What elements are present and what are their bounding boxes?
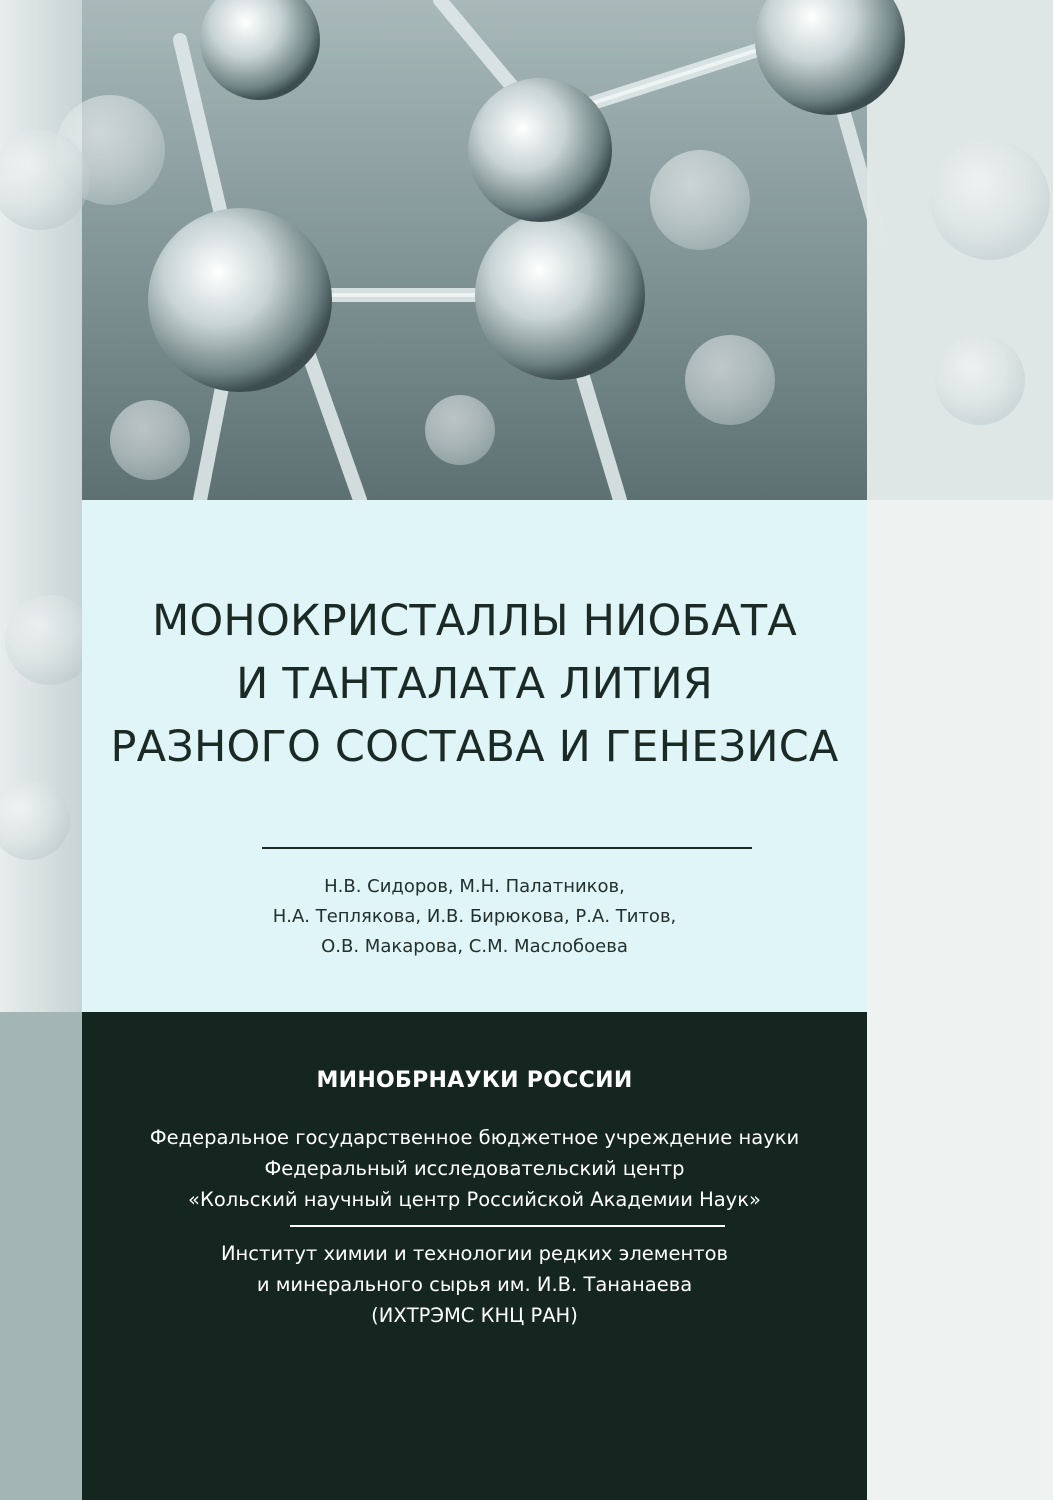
authors-line: Н.А. Теплякова, И.В. Бирюкова, Р.А. Титов, [272, 906, 677, 927]
institute-line: Институт химии и технологии редких элементов [220, 1242, 729, 1265]
institute-line: (ИХТРЭМС КНЦ РАН) [371, 1304, 578, 1327]
authors-line: Н.В. Сидоров, М.Н. Палатников, [324, 876, 625, 897]
institute-line: и минерального сырья им. И.В. Тананаева [256, 1273, 693, 1296]
organization-panel [82, 1012, 867, 1500]
organization-divider [290, 1225, 725, 1227]
organization-line: Федеральный исследовательский центр [264, 1157, 685, 1180]
authors-block [82, 872, 867, 962]
ministry-heading: МИНОБРНАУКИ РОССИИ [316, 1068, 633, 1093]
organization-line: Федеральное государственное бюджетное учреждение науки [149, 1126, 800, 1149]
right-margin-strip [867, 500, 1053, 1500]
title-line: И ТАНТАЛАТА ЛИТИЯ [236, 659, 713, 709]
organization-name [82, 1122, 867, 1215]
left-accent-strip [0, 1012, 82, 1500]
institute-name [82, 1238, 867, 1331]
organization-line: «Кольский научный центр Российской Академии Наук» [188, 1188, 761, 1211]
book-title [82, 590, 867, 779]
authors-line: О.В. Макарова, С.М. Маслобоева [321, 936, 628, 957]
title-panel [82, 500, 867, 1012]
title-line: МОНОКРИСТАЛЛЫ НИОБАТА [152, 596, 797, 646]
title-line: РАЗНОГО СОСТАВА И ГЕНЕЗИСА [110, 722, 839, 772]
title-divider [262, 847, 752, 849]
